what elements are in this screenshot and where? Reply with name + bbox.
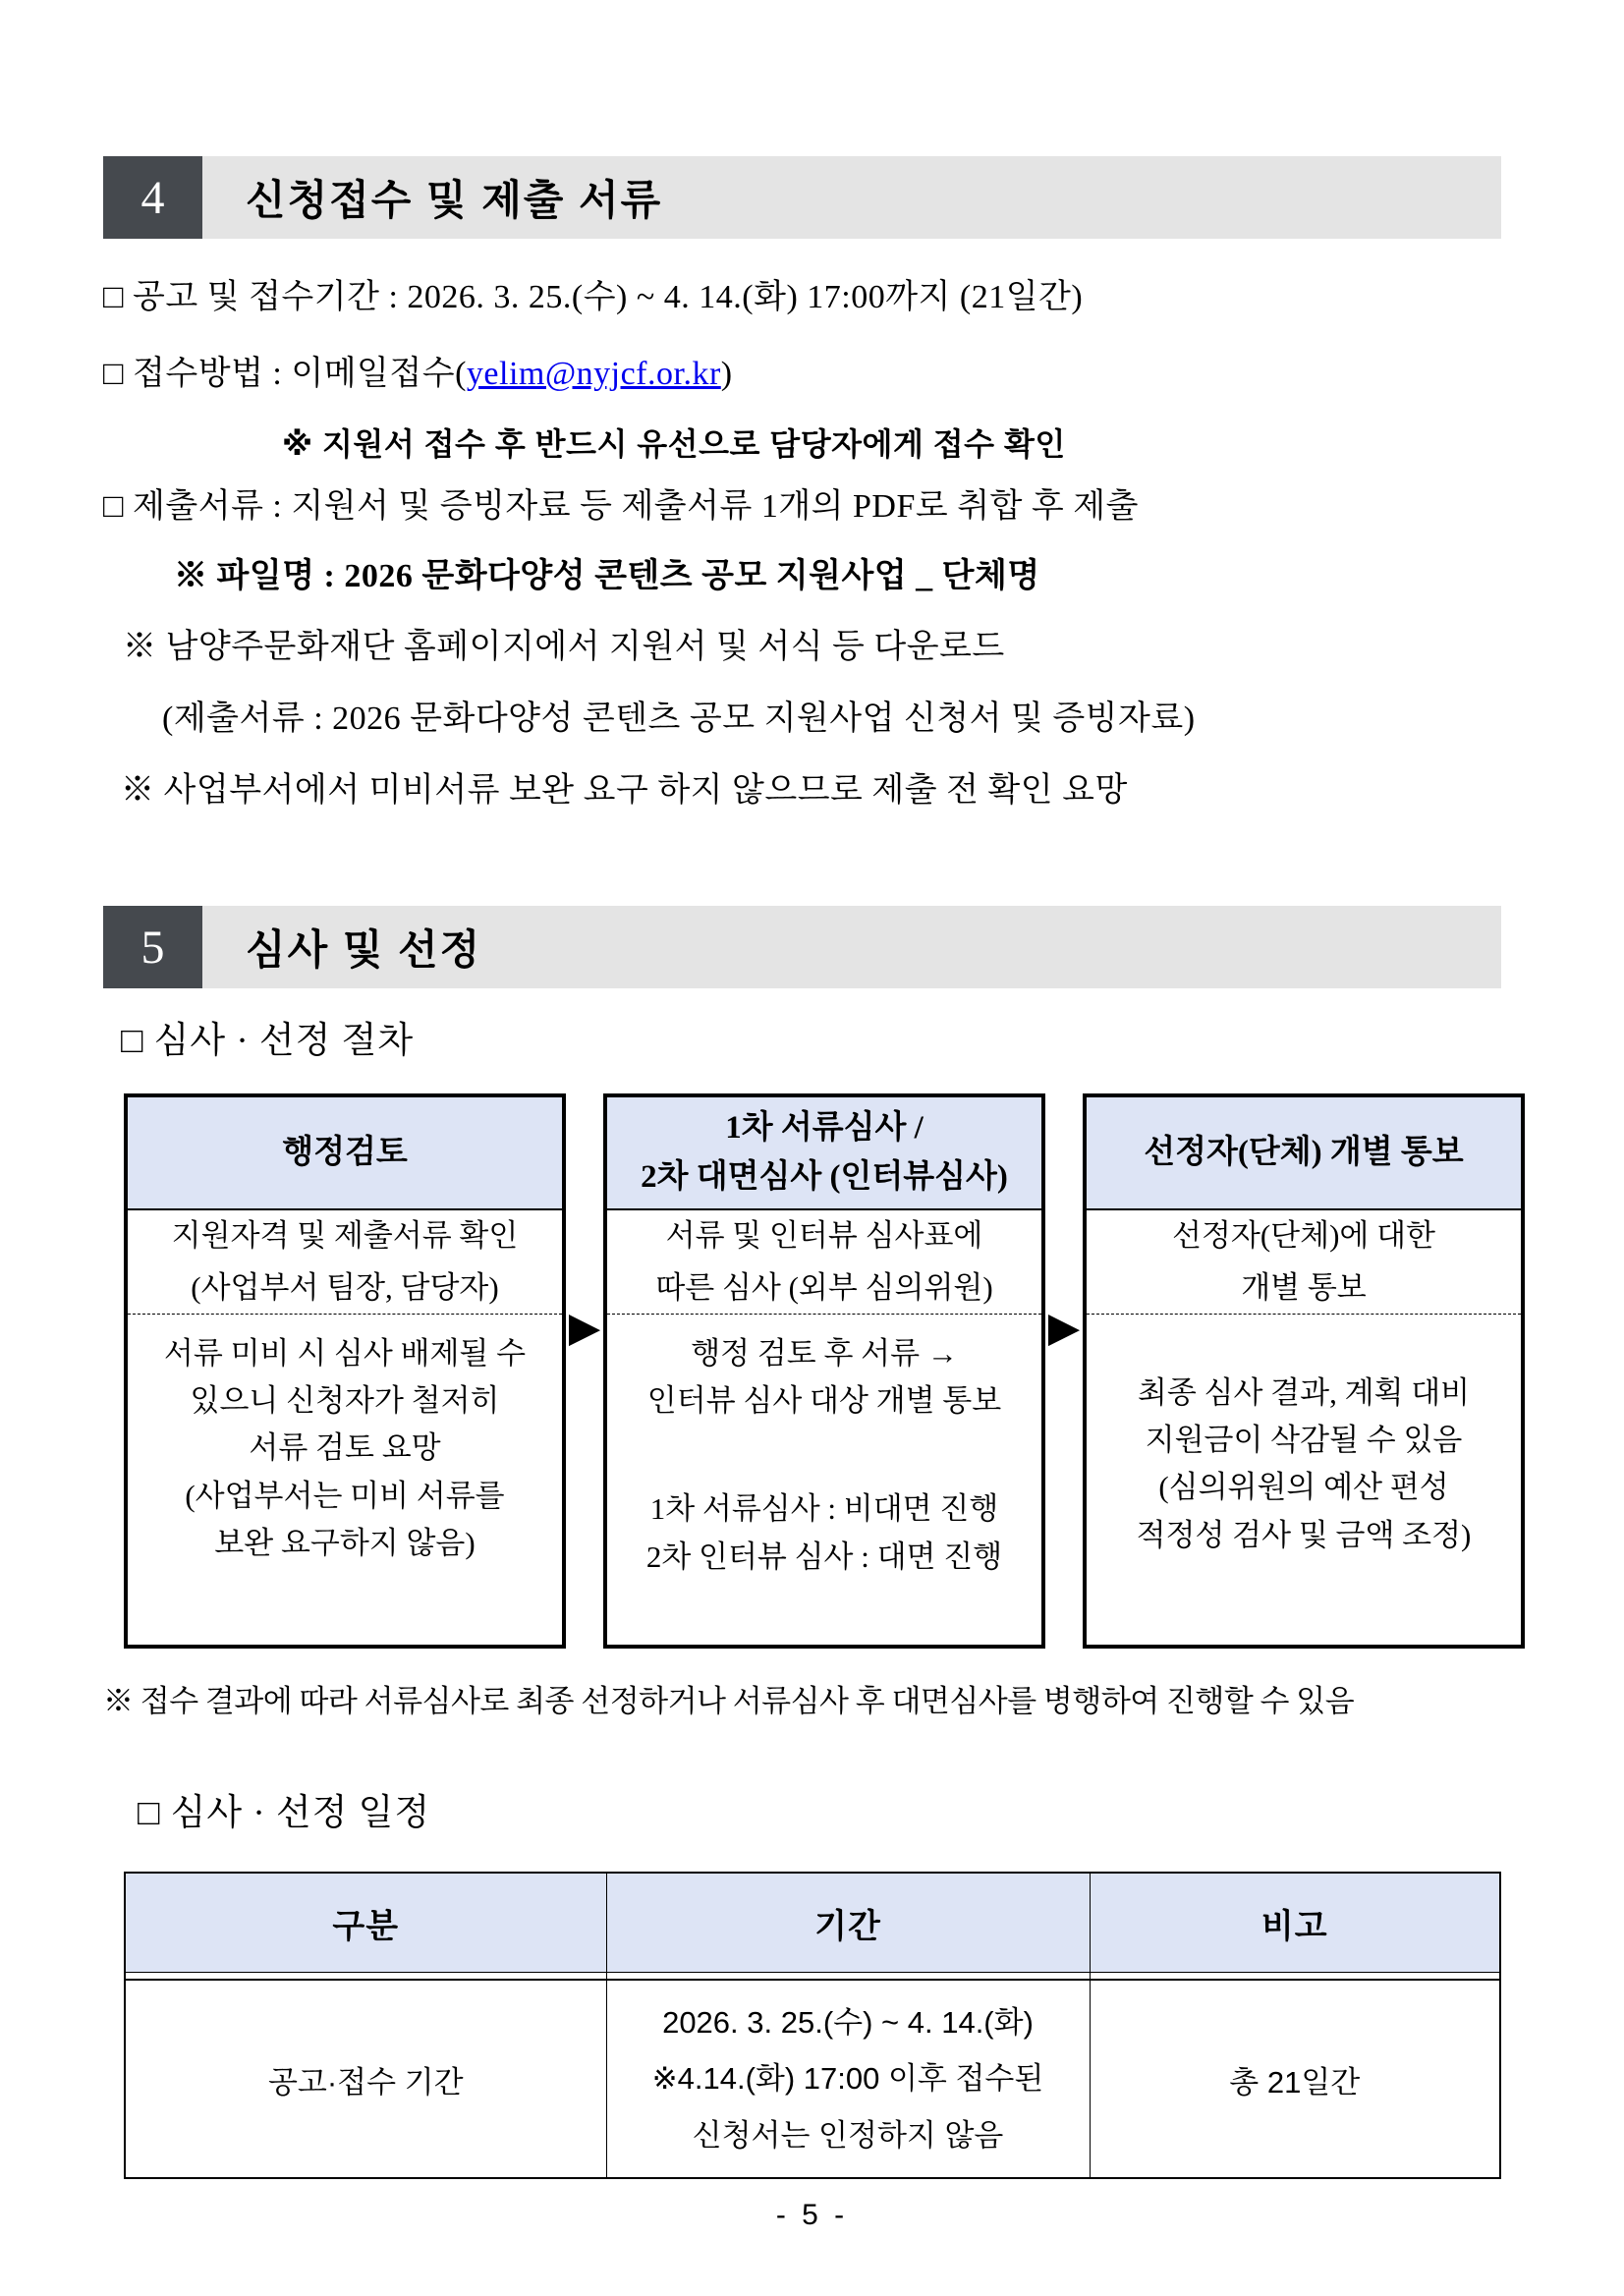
separator-cell: [606, 1973, 1090, 1981]
flow-box3-bottom-line: 지원금이 삭감될 수 있음: [1145, 1423, 1463, 1458]
flow-box1-header: [128, 1097, 562, 1210]
flow-box2-top-line: 따른 심사 (외부 심의위원): [655, 1269, 993, 1305]
schedule-header-row: [125, 1873, 1500, 1973]
flow-box1-top-line: (사업부서 팀장, 담당자): [191, 1269, 499, 1305]
documents-line: □ 제출서류 : 지원서 및 증빙자료 등 제출서류 1개의 PDF로 취합 후 제출: [103, 488, 1139, 525]
flow-box1-bottom-line: 보완 요구하지 않음): [214, 1525, 476, 1560]
flow-box2-header: [607, 1097, 1041, 1210]
flow-box3-header: [1087, 1097, 1521, 1210]
schedule-col-remark: 비고: [1090, 1873, 1500, 1973]
flow-box2-bottom: [607, 1315, 1041, 1645]
submission-method-suffix: ): [720, 356, 733, 392]
flow-box2-header-line: 2차 대면심사 (인터뷰심사): [641, 1158, 1008, 1195]
flow-box2-top: [607, 1210, 1041, 1315]
flow-box3-top: [1087, 1210, 1521, 1315]
flow-footnote: ※ 접수 결과에 따라 서류심사로 최종 선정하거나 서류심사 후 대면심사를 병행하여 진행할 수 있음: [103, 1684, 1355, 1718]
flow-box1-top: [128, 1210, 562, 1315]
flow-box3-header-line: 선정자(단체) 개별 통보: [1144, 1134, 1464, 1170]
flow-box1-top-line: 지원자격 및 제출서류 확인: [171, 1218, 519, 1253]
period-line: 신청서는 인정하지 않음: [692, 2117, 1004, 2153]
flow-box2-bottom-line: 1차 서류심사 : 비대면 진행: [649, 1491, 999, 1527]
flow-box1-header-line: 행정검토: [282, 1134, 408, 1170]
flow-box2-header-line: 1차 서류심사 /: [725, 1110, 924, 1146]
email-link[interactable]: yelim@nyjcf.or.kr: [466, 356, 721, 392]
section5-title: 심사 및 선정: [246, 926, 482, 973]
page-number: - 5 -: [775, 2199, 849, 2231]
schedule-cell-remark: 총 21일간: [1090, 1980, 1500, 2178]
flow-box3-bottom-line: 최종 심사 결과, 계획 대비: [1137, 1375, 1471, 1411]
flow-box2-bottom-line: 행정 검토 후 서류 →: [691, 1336, 958, 1372]
flow-box2-bottom-line: 인터뷰 심사 대상 개별 통보: [646, 1383, 1002, 1419]
section5-header: [103, 906, 1501, 988]
schedule-table-wrap: [124, 1872, 1499, 2179]
schedule-cell-category: 공고·접수 기간: [125, 1980, 606, 2178]
flow-box3-bottom-line: 적정성 검사 및 금액 조정): [1136, 1517, 1472, 1552]
check-before-submit-note: ※ 사업부서에서 미비서류 보완 요구 하지 않으므로 제출 전 확인 요망: [121, 772, 1128, 809]
flow-box-screening: [603, 1093, 1045, 1649]
filename-note: ※ 파일명 : 2026 문화다양성 콘텐츠 공모 지원사업 _ 단체명: [174, 558, 1040, 594]
download-note: ※ 남양주문화재단 홈페이지에서 지원서 및 서식 등 다운로드: [123, 629, 1005, 665]
notice-period-line: □ 공고 및 접수기간 : 2026. 3. 25.(수) ~ 4. 14.(화) 17:00까지 (21일간): [103, 279, 1084, 315]
flow-box3-bottom: [1087, 1315, 1521, 1645]
flow-box-notification: [1083, 1093, 1525, 1649]
section5-number-badge: 5: [103, 906, 202, 988]
flow-box3-top-line: 선정자(단체)에 대한: [1172, 1218, 1435, 1253]
separator-cell: [125, 1973, 606, 1981]
submission-method-line: [103, 346, 733, 394]
download-sub-note: (제출서류 : 2026 문화다양성 콘텐츠 공모 지원사업 신청서 및 증빙자료): [162, 700, 1196, 737]
procedure-heading: □ 심사 · 선정 절차: [121, 1021, 415, 1061]
separator-cell: [1090, 1973, 1500, 1981]
schedule-heading: □ 심사 · 선정 일정: [138, 1793, 431, 1833]
phone-confirm-note: ※ 지원서 접수 후 반드시 유선으로 담당자에게 접수 확인: [282, 426, 1066, 462]
flow-box3-top-line: 개별 통보: [1241, 1269, 1367, 1305]
section4-title: 신청접수 및 제출 서류: [246, 177, 663, 223]
schedule-col-period: 기간: [606, 1873, 1090, 1973]
period-line: 2026. 3. 25.(수) ~ 4. 14.(화): [662, 2004, 1034, 2040]
schedule-table: [124, 1872, 1501, 2179]
schedule-col-category: 구분: [125, 1873, 606, 1973]
flow-box-admin-review: [124, 1093, 566, 1649]
flow-box2-bottom-line: 2차 인터뷰 심사 : 대면 진행: [645, 1539, 1003, 1574]
flow-box1-bottom-line: 서류 미비 시 심사 배제될 수: [163, 1336, 527, 1372]
flow-box3-bottom-line: (심의위원의 예산 편성: [1158, 1470, 1449, 1505]
flow-box2-top-line: 서류 및 인터뷰 심사표에: [665, 1218, 983, 1253]
flow-box1-bottom: [128, 1315, 562, 1645]
flow-box1-bottom-line: (사업부서는 미비 서류를: [185, 1478, 505, 1513]
table-row: [125, 1980, 1500, 2178]
submission-method-prefix: □ 접수방법 : 이메일접수(: [103, 356, 467, 392]
section4-number-badge: 4: [103, 156, 202, 239]
arrow-right-icon: ▶: [568, 1303, 601, 1351]
arrow-right-icon: ▶: [1047, 1303, 1081, 1351]
section4-header: [103, 156, 1501, 239]
period-line: ※4.14.(화) 17:00 이후 접수된: [651, 2061, 1044, 2097]
flow-box1-bottom-line: 있으니 신청자가 철저히: [190, 1383, 500, 1419]
flow-box1-bottom-line: 서류 검토 요망: [249, 1430, 441, 1466]
schedule-header-separator: [125, 1973, 1500, 1981]
schedule-cell-period: [606, 1980, 1090, 2178]
